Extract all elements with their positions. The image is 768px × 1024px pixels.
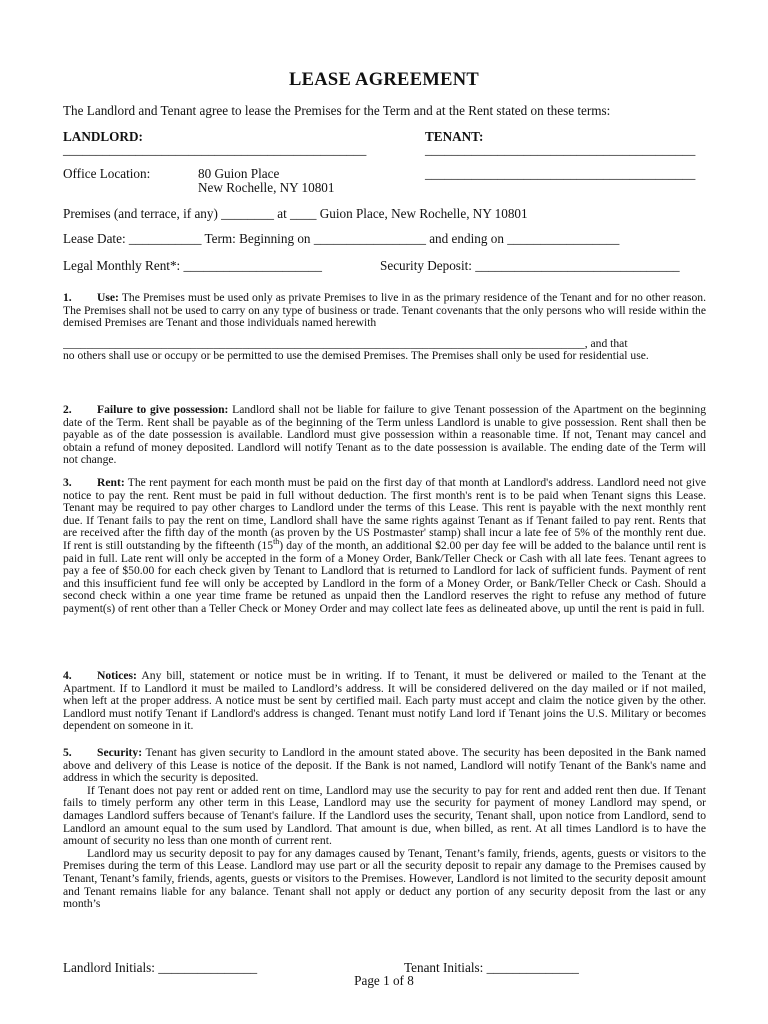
section-heading: Rent: [97, 476, 125, 489]
landlord-blank: ______________________________________________ [63, 142, 367, 157]
section-text: Any bill, statement or notice must be in writing. If to Tenant, it must be delivered or mailed to the Tenant at the Apartment. If to Landlord it must be mailed to Landlord’s address. It will be considered delivered on the day mailed or if not mailed, when left at the proper address. A notice must be sent by certified mail. Each party must accept and claim the notice given by the other. Landlord must notify Tenant if Landlord's address is changed. Tenant must notify Land lord if Tenant joins the U.S. Military or becomes dependent on someone in it. [63, 669, 706, 733]
named-persons-blank: __________________________________________________________________________________________, and that [63, 337, 628, 350]
tenant-blank: _________________________________________ [425, 142, 696, 157]
section-failure-possession [63, 404, 706, 467]
section-number: 3. [63, 476, 72, 489]
section-security [63, 747, 706, 911]
section-rent [63, 477, 706, 616]
tenant-address-blank: _________________________________________ [425, 166, 696, 181]
section-text: Landlord shall not be liable for failure to give Tenant possession of the Apartment on the beginning date of the Term. Rent shall be payable as of the beginning of the Term unless Landlord is unable to give possession. Rent shall then be payable as of the date possession is available. Landlord must give possession within a reasonable time. If not, Tenant may cancel and obtain a refund of money deposited. Landlord will notify Tenant as to the date possession is available. The ending date of the Term will not change. [63, 403, 707, 467]
landlord-label: LANDLORD: [63, 129, 143, 144]
section-number: 5. [63, 746, 72, 759]
document-title: LEASE AGREEMENT [288, 70, 480, 90]
section-heading: Failure to give possession: [97, 403, 229, 416]
section-notices [63, 670, 706, 733]
office-label: Office Location: [63, 166, 151, 181]
section-use [63, 292, 706, 363]
office-address-line2: New Rochelle, NY 10801 [198, 180, 335, 195]
security-paragraph-3: Landlord may us security deposit to pay for any damages caused by Tenant, Tenant’s family, friends, agents, guests or visitors to the Premises during the term of this Lease. Landlord may use part or all the security deposit to repair any damage to the Premises caused by Tenant, Tenant’s family, friends, agents, guests or visitors to the Premises. However, Landlord is not limited to the security deposit amount and Tenant remains liable for any balance. Tenant shall not apply or deduct any portion of any security deposit from the last or any month’s [63, 846, 706, 911]
lease-date-line: Lease Date: ___________ Term: Beginning on _________________ and ending on _________________ [63, 231, 620, 246]
section-text-continued: no others shall use or occupy or be permitted to use the demised Premises. The Premises shall only be used for residential use. [63, 349, 649, 363]
section-number: 1. [63, 291, 72, 304]
tenant-initials-field: Tenant Initials: ______________ [404, 960, 579, 975]
security-paragraph-2: If Tenant does not pay rent or added rent on time, Landlord may use the security to pay for rent and added rent then due. If Tenant fails to timely perform any other term in this Lease, Landlord may use the security for payment of money Landlord may spend, or damages Landlord suffers because of Tenant's failure. If the Landlord uses the security, Tenant shall, upon notice from Landlord, send to Landlord an amount equal to the sum used by Landlord. That amount is due, when billed, as rent. At all times Landlord is to have the amount of security no less than one month of current rent. [63, 783, 706, 848]
security-deposit-field: Security Deposit: _______________________________ [380, 258, 680, 273]
ordinal-suffix: th [273, 537, 280, 547]
section-text: Tenant has given security to Landlord in the amount stated above. The security has been deposited in the Bank named above and delivery of this Lease is notice of the deposit. If the Bank is not named, Landlord will notify Tenant of the Bank's name and address in which the security is deposited. [63, 746, 706, 785]
section-text: The Premises must be used only as private Premises to live in as the primary residence of the Tenant and for no other reason. The Premises shall not be used to carry on any type of business or trade. Tenant covenants that the only persons who will reside within the demised Premises are Tenant and those individuals named herewith [63, 291, 706, 330]
landlord-initials-field: Landlord Initials: _______________ [63, 960, 258, 975]
section-number: 4. [63, 669, 72, 682]
office-address-line1: 80 Guion Place [198, 166, 280, 181]
tenant-label: TENANT: [425, 129, 484, 144]
page-number: Page 1 of 8 [354, 973, 414, 988]
section-heading: Use: [97, 291, 119, 304]
section-text-continued: ) day of the month, an additional $2.00 per day fee will be added to the balance until rent is paid in full. Late rent will only be accepted in the form of a Money Order, Bank/Teller Check or Cash with all late fees. Tenant agrees to pay a fee of $50.00 for each check given by Tenant to Landlord that is returned to Landlord for lack of sufficient funds. Payment of rent and this insufficient fund fee will only be accepted by Landlord in the form of a Money Order, or Bank/Teller Check or Cash. Should a second check within a one year time frame be retuned as unpaid then the Landlord reserves the right to refuse any method of future payment(s) of rent other than a Teller Check or Money Order and may collect late fees as delineated above, up until the rent is paid in full. [63, 538, 706, 615]
intro-text: The Landlord and Tenant agree to lease the Premises for the Term and at the Rent stated on these terms: [63, 103, 611, 118]
section-heading: Notices: [97, 669, 137, 682]
section-number: 2. [63, 403, 72, 416]
section-heading: Security: [97, 746, 143, 759]
section-text: The rent payment for each month must be paid on the first day of that month at Landlord's address. Landlord need not give notice to pay the rent. Rent must be paid in full without deduction. The first month's rent is to be paid when Tenant signs this Lease. Tenant may be required to pay other charges to Landlord under the terms of this Lease. This rent is payable with the next monthly rent due. If Tenant fails to pay the rent on time, Landlord shall have the same rights against Tenant as if Tenant failed to pay rent. Rents that are received after the fifth day of the month (as proven by the US Postmaster' stamp) shall incur a late fee of 5% of the monthly rent due. If rent is still outstanding by the fifteenth (15 [63, 476, 706, 552]
premises-line: Premises (and terrace, if any) ________ at ____ Guion Place, New Rochelle, NY 10801 [63, 206, 528, 221]
monthly-rent-field: Legal Monthly Rent*: _____________________ [63, 258, 322, 273]
